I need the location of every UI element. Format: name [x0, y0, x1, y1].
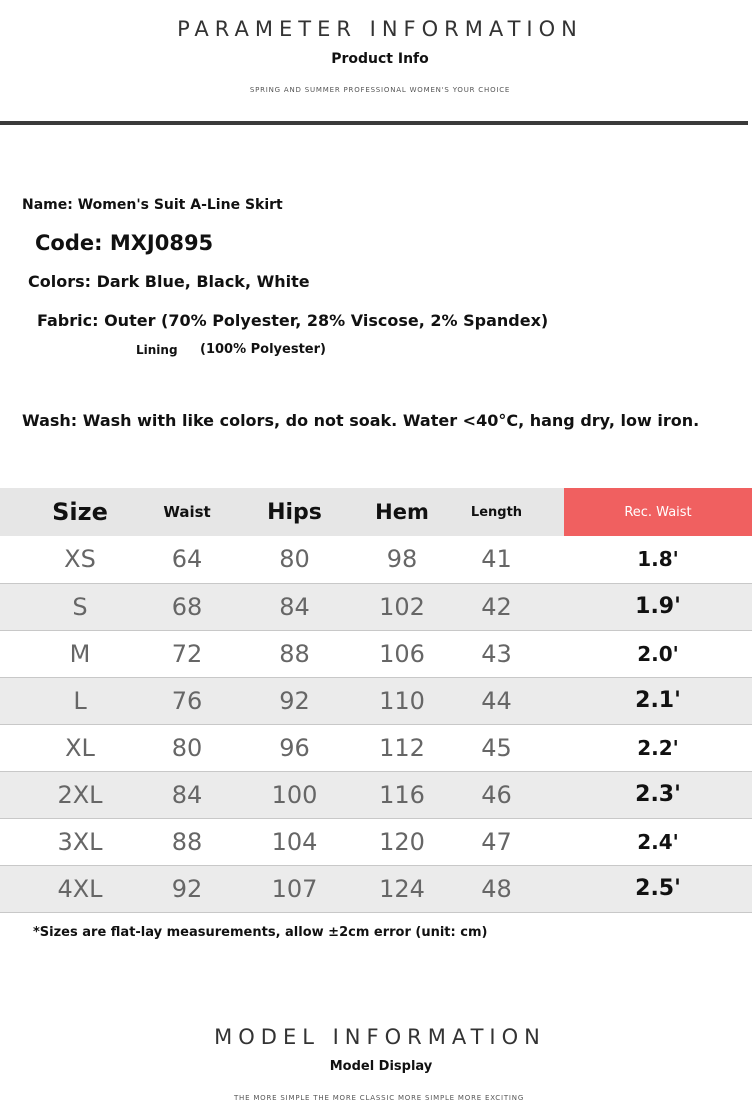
section-tagline: SPRING AND SUMMER PROFESSIONAL WOMEN'S YOUR CHOICE [249, 86, 511, 94]
table-row [0, 677, 752, 724]
cell-hips: 96 [214, 724, 375, 771]
col-header-rec-waist: Rec. Waist [564, 488, 752, 536]
cell-size: XS [0, 536, 160, 583]
cell-rec-waist: 2.0' [564, 630, 752, 677]
cell-hips: 104 [214, 818, 375, 865]
cell-length: 47 [429, 818, 564, 865]
table-row [0, 630, 752, 677]
table-row [0, 818, 752, 865]
cell-hem: 120 [375, 818, 429, 865]
cell-waist: 84 [160, 771, 214, 818]
cell-size: M [0, 630, 160, 677]
measurement-note: *Sizes are flat-lay measurements, allow ±2cm error (unit: cm) [33, 925, 488, 940]
section-title: PARAMETER INFORMATION [177, 17, 583, 41]
cell-length: 41 [429, 536, 564, 583]
cell-size: 4XL [0, 865, 160, 912]
cell-hips: 88 [214, 630, 375, 677]
cell-waist: 92 [160, 865, 214, 912]
section-tagline: THE MORE SIMPLE THE MORE CLASSIC MORE SIMPLE MORE EXCITING [233, 1094, 525, 1102]
section-title: MODEL INFORMATION [214, 1025, 546, 1049]
cell-waist: 64 [160, 536, 214, 583]
size-table [0, 488, 752, 913]
cell-rec-waist: 2.1' [564, 677, 752, 724]
cell-rec-waist: 2.5' [564, 865, 752, 912]
cell-hem: 102 [375, 583, 429, 630]
cell-length: 44 [429, 677, 564, 724]
cell-length: 48 [429, 865, 564, 912]
cell-size: 2XL [0, 771, 160, 818]
cell-length: 46 [429, 771, 564, 818]
header-divider [0, 121, 748, 125]
col-header-hips: Hips [214, 488, 375, 536]
cell-length: 43 [429, 630, 564, 677]
col-header-hem: Hem [375, 488, 429, 536]
cell-hem: 110 [375, 677, 429, 724]
cell-waist: 80 [160, 724, 214, 771]
table-row [0, 865, 752, 912]
cell-rec-waist: 1.8' [564, 536, 752, 583]
cell-hem: 106 [375, 630, 429, 677]
lining-label: Lining [136, 343, 178, 357]
col-header-waist: Waist [160, 488, 214, 536]
cell-size: L [0, 677, 160, 724]
cell-rec-waist: 2.3' [564, 771, 752, 818]
size-table-header [0, 488, 752, 536]
cell-hips: 107 [214, 865, 375, 912]
cell-hips: 84 [214, 583, 375, 630]
section-subtitle: Model Display [329, 1059, 433, 1074]
cell-hips: 80 [214, 536, 375, 583]
cell-waist: 88 [160, 818, 214, 865]
cell-size: 3XL [0, 818, 160, 865]
product-name: Name: Women's Suit A-Line Skirt [22, 197, 283, 213]
cell-hem: 98 [375, 536, 429, 583]
table-row [0, 536, 752, 583]
product-code: Code: MXJ0895 [35, 231, 214, 255]
col-header-size: Size [0, 488, 160, 536]
table-row [0, 583, 752, 630]
cell-hem: 116 [375, 771, 429, 818]
table-row [0, 724, 752, 771]
section-subtitle: Product Info [331, 51, 429, 67]
cell-hem: 112 [375, 724, 429, 771]
product-fabric: Fabric: Outer (70% Polyester, 28% Viscose, 2% Spandex) [37, 311, 549, 330]
cell-hips: 100 [214, 771, 375, 818]
cell-rec-waist: 2.4' [564, 818, 752, 865]
col-header-length: Length [429, 488, 564, 536]
cell-rec-waist: 1.9' [564, 583, 752, 630]
cell-length: 42 [429, 583, 564, 630]
product-colors: Colors: Dark Blue, Black, White [28, 272, 310, 291]
cell-length: 45 [429, 724, 564, 771]
lining-value: (100% Polyester) [200, 342, 326, 357]
cell-waist: 68 [160, 583, 214, 630]
wash-instructions: Wash: Wash with like colors, do not soak. Water <40°C, hang dry, low iron. [22, 411, 700, 430]
table-row [0, 771, 752, 818]
cell-waist: 72 [160, 630, 214, 677]
cell-hips: 92 [214, 677, 375, 724]
cell-size: S [0, 583, 160, 630]
cell-size: XL [0, 724, 160, 771]
cell-rec-waist: 2.2' [564, 724, 752, 771]
cell-hem: 124 [375, 865, 429, 912]
cell-waist: 76 [160, 677, 214, 724]
